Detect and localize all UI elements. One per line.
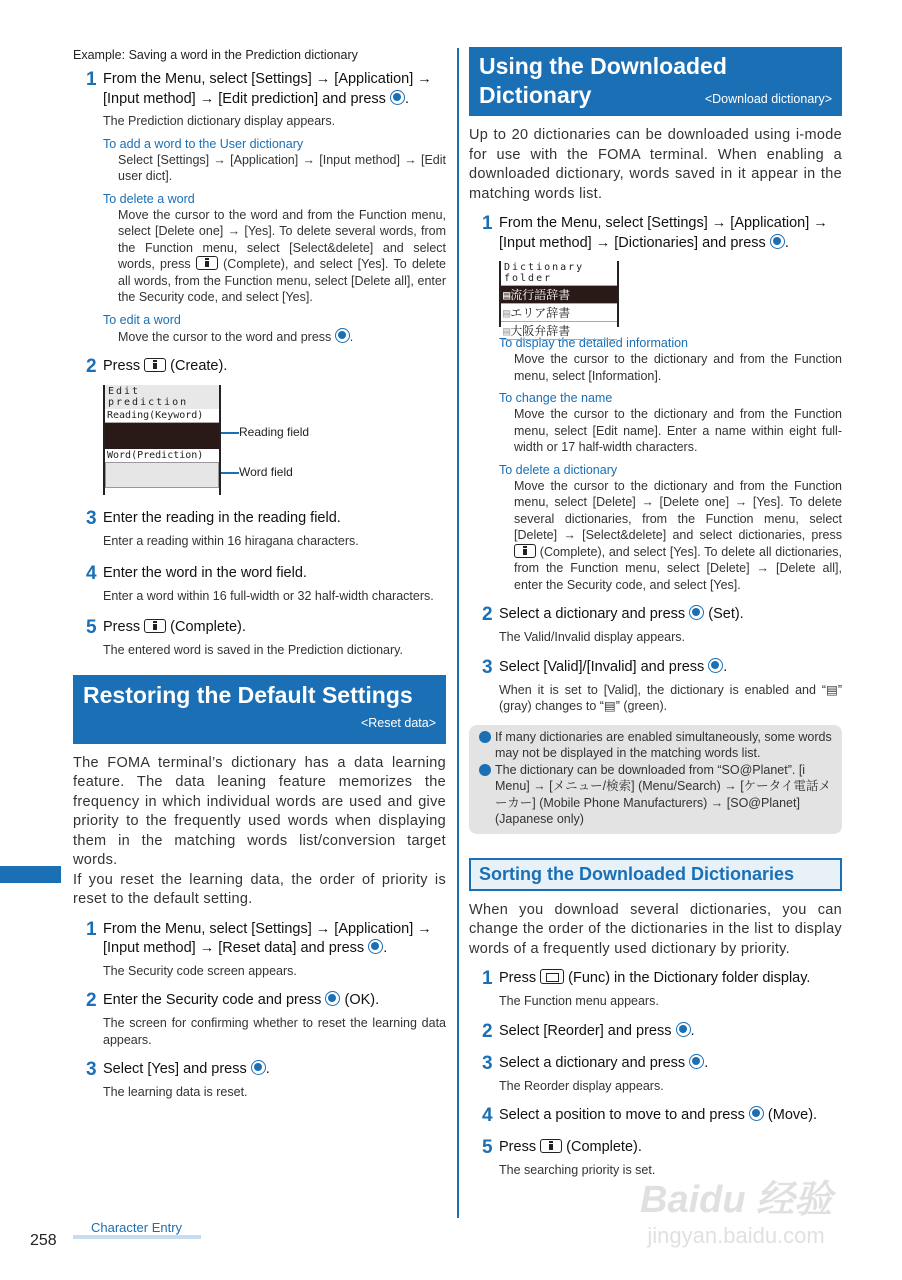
dictionary-folder-screen <box>499 261 619 338</box>
tip-heading: To delete a word <box>103 191 195 206</box>
step-text-body: Press <box>499 1139 537 1155</box>
step-number: 5 <box>482 1137 493 1158</box>
tip-body: Select [Settings] → [Application] → [Input method] → [Edit user dict]. <box>118 152 446 183</box>
step-number: 1 <box>482 213 493 234</box>
step-text-body: Press <box>499 970 537 986</box>
chapter-side-tab <box>0 866 61 883</box>
sort-step-3 <box>469 1054 842 1074</box>
step-text-body: From the Menu, select [Settings] → [Application] → [Input method] → [Reset data] and press <box>103 920 432 956</box>
mail-key-icon <box>540 969 564 984</box>
step-text <box>499 1022 695 1042</box>
center-key-icon <box>689 605 704 620</box>
bullet-icon <box>479 764 491 776</box>
tip-heading: To edit a word <box>103 312 181 327</box>
watermark-logo: Baidu 经验 <box>640 1179 833 1221</box>
note-text: If many dictionaries are enabled simultaneously, some words may not be displayed in the matching words list. <box>495 729 832 760</box>
step-2 <box>469 605 842 625</box>
step-text-end: (OK). <box>344 992 380 1008</box>
step-text-body: Press <box>103 358 141 374</box>
reset-step-1 <box>73 920 446 959</box>
step-text-end: (Create). <box>170 358 228 374</box>
step-1 <box>469 214 842 253</box>
callout-text: Word field <box>239 465 293 479</box>
screen-title: Edit prediction <box>105 385 219 409</box>
tip-heading: To delete a dictionary <box>499 462 618 477</box>
step-text <box>103 70 446 109</box>
sort-step-1 <box>469 969 842 989</box>
step-result: The Security code screen appears. <box>103 963 297 978</box>
intro-paragraph: If you reset the learning data, the order of priority is reset to the default setting. <box>73 871 446 907</box>
step-result: Enter a reading within 16 hiragana characters. <box>103 534 359 548</box>
step-text <box>103 1060 270 1080</box>
step-text-end: (Set). <box>708 606 744 622</box>
step-text-end: . <box>784 234 789 251</box>
intro-paragraph: When you download several dictionaries, you can change the order of the dictionaries in the list to display words of a frequently used dictionary by priority. <box>469 901 842 957</box>
step-text <box>103 357 227 377</box>
step-number: 2 <box>86 990 97 1011</box>
dictionary-name: エリア辞書 <box>510 306 571 320</box>
tip-text: . <box>349 329 354 344</box>
step-text: Enter the reading in the reading field. <box>103 510 341 526</box>
left-column <box>73 46 446 1101</box>
sort-step-5 <box>469 1138 842 1158</box>
tip-heading: To display the detailed information <box>499 336 689 350</box>
step-text <box>499 1138 642 1158</box>
center-key-icon <box>325 991 340 1006</box>
step-text-body: Select [Yes] and press <box>103 1061 247 1077</box>
sort-step-2 <box>469 1022 842 1042</box>
step-result: When it is set to [Valid], the dictionary is enabled and “▤” (gray) changes to “▤” (green). <box>499 682 842 713</box>
center-key-icon <box>749 1106 764 1121</box>
step-text-end: . <box>404 90 409 107</box>
tip-body <box>118 328 446 346</box>
sort-step-4 <box>469 1106 842 1126</box>
step-text-end: (Func) in the Dictionary folder display. <box>568 970 811 986</box>
step-4 <box>73 564 446 584</box>
step-result: The Valid/Invalid display appears. <box>499 630 685 644</box>
tip-body: Move the cursor to the dictionary and from the Function menu, select [Information]. <box>514 352 842 383</box>
step-text <box>499 969 810 989</box>
chapter-footer <box>73 1220 201 1239</box>
step-result: The screen for confirming whether to reset the learning data appears. <box>103 1016 446 1047</box>
center-key-icon <box>251 1060 266 1075</box>
tip-text: Move the cursor to the word and press <box>118 329 332 344</box>
step-text-end: (Complete). <box>170 619 246 635</box>
i-key-icon <box>144 619 166 633</box>
step-text <box>499 605 744 625</box>
step-text-end: . <box>690 1022 695 1039</box>
i-key-icon <box>540 1139 562 1153</box>
section-keyword: <Download dictionary> <box>704 92 832 106</box>
step-number: 3 <box>482 656 493 678</box>
step-result: Enter a word within 16 full-width or 32 half-width characters. <box>103 588 434 603</box>
word-callout <box>221 465 293 479</box>
example-caption: Example: Saving a word in the Prediction dictionary <box>73 48 358 62</box>
step-text-body: From the Menu, select [Settings] → [Application] → [Input method] → [Edit prediction] and press <box>103 71 432 107</box>
step-text-end: (Move). <box>767 1107 818 1123</box>
step-text <box>499 1106 817 1126</box>
watermark-url: jingyan.baidu.com <box>647 1223 825 1248</box>
step-text-end: . <box>723 658 728 675</box>
step-result: The entered word is saved in the Prediction dictionary. <box>103 643 403 657</box>
tip-body: Move the cursor to the dictionary and from the Function menu, select [Edit name]. Enter a name within eight full-width or 17 half-width characters. <box>514 407 842 454</box>
reset-step-3 <box>73 1060 446 1080</box>
step-text-end: . <box>383 940 388 956</box>
dictionary-item: ▤エリア辞書 <box>501 304 617 322</box>
center-key-icon <box>689 1054 704 1069</box>
dictionary-item: ▤大阪弁辞書 <box>501 322 617 340</box>
section-keyword: <Reset data> <box>360 715 436 730</box>
step-number: 4 <box>86 562 97 584</box>
step-result: The Function menu appears. <box>499 994 659 1008</box>
notes-box <box>469 725 842 834</box>
edit-prediction-screen <box>103 385 310 495</box>
step-number: 3 <box>86 508 97 529</box>
step-text-end: . <box>704 1054 709 1071</box>
note-text: The dictionary can be downloaded from “SO@Planet”. [i Menu] → [メニュー/検索] (Menu/Search) → [ケータイ電話メーカー] (Mobile Phone Manufacturers) → [SO@Planet] (Japanese only) <box>495 762 831 826</box>
center-key-icon <box>335 328 350 343</box>
i-key-icon <box>144 358 166 372</box>
center-key-icon <box>676 1022 691 1037</box>
intro-paragraph: Up to 20 dictionaries can be downloaded using i-mode for use with the FOMA terminal. When enabling a downloaded dictionary, words saved in it appear in the matching words list. <box>469 127 842 202</box>
step-number: 1 <box>482 968 493 989</box>
tip-text: Move the cursor to the word and from the Function menu, select [Delete one] → [Yes]. To delete several words, from the Function menu, select [Select&delete] and select words, press <box>118 207 446 271</box>
tip-text: Move the cursor to the dictionary and from the Function menu, select [Delete] → [Delete one] → [Yes]. To delete several dictionaries, from the Function menu, select [Delete] → [Select&delete] and select dictionaries, press <box>514 478 842 542</box>
reading-label: Reading(Keyword) <box>105 409 219 423</box>
tip-text: (Complete), and select [Yes]. To delete all words, from the Function menu, select [Delete all], enter the Security code, and select [Yes]. <box>118 257 447 304</box>
step-text-body: Select [Reorder] and press <box>499 1022 672 1039</box>
i-key-icon <box>196 256 218 270</box>
right-column <box>469 46 842 1179</box>
center-key-icon <box>368 939 383 954</box>
step-number: 2 <box>482 1020 493 1042</box>
step-text <box>499 1054 708 1074</box>
column-divider <box>457 48 459 1218</box>
step-number: 1 <box>86 918 97 940</box>
step-number: 5 <box>86 617 97 638</box>
step-number: 2 <box>482 604 493 625</box>
step-text-body: Select a position to move to and press <box>499 1107 745 1123</box>
note-item <box>479 762 832 828</box>
screen-title: Dictionary folder <box>501 261 617 286</box>
dictionary-name: 流行語辞書 <box>510 288 571 302</box>
chapter-name: Character Entry <box>91 1220 183 1235</box>
tip-body <box>514 478 842 594</box>
word-label: Word(Prediction) <box>107 450 204 461</box>
subsection-header-sorting: Sorting the Downloaded Dictionaries <box>469 858 842 891</box>
word-field <box>105 462 219 488</box>
note-item <box>479 729 832 762</box>
step-text <box>103 920 446 959</box>
step-text: Enter the word in the word field. <box>103 564 307 581</box>
step-5 <box>73 618 446 638</box>
bullet-icon <box>479 731 491 743</box>
watermark <box>640 1168 832 1249</box>
section-title: Using the Downloaded Dictionary <box>479 53 727 108</box>
center-key-icon <box>390 90 405 105</box>
center-key-icon <box>708 658 723 673</box>
step-result: The Reorder display appears. <box>499 1078 664 1093</box>
step-text-body: Select a dictionary and press <box>499 1054 686 1071</box>
intro-paragraph: The FOMA terminal’s dictionary has a data learning feature. The data leaning feature memorizes the frequency in which individual words are used and give priority to the frequently used words when displaying them in the matching words list/conversion target words. <box>73 754 446 868</box>
step-result: The learning data is reset. <box>103 1085 248 1099</box>
step-3 <box>73 509 446 529</box>
step-result: The searching priority is set. <box>499 1163 656 1177</box>
dictionary-name: 大阪弁辞書 <box>510 324 571 338</box>
step-number: 3 <box>482 1052 493 1074</box>
step-text-end: . <box>265 1061 270 1077</box>
page-number: 258 <box>30 1232 57 1249</box>
step-number: 1 <box>86 69 97 90</box>
step-result: The Prediction dictionary display appears. <box>103 114 336 128</box>
step-1 <box>73 70 446 109</box>
center-key-icon <box>770 234 785 249</box>
step-text-end: (Complete). <box>566 1139 642 1155</box>
i-key-icon <box>514 544 536 558</box>
step-3 <box>469 658 842 678</box>
section-header-reset <box>73 675 446 744</box>
step-text-body: Select a dictionary and press <box>499 606 686 622</box>
step-text <box>103 991 379 1011</box>
reading-field <box>105 423 219 449</box>
step-text <box>499 658 727 678</box>
step-text-body: From the Menu, select [Settings] → [Application] → [Input method] → [Dictionaries] and press <box>499 215 828 251</box>
step-number: 2 <box>86 356 97 377</box>
step-text <box>499 214 842 253</box>
reset-step-2 <box>73 991 446 1011</box>
step-text-body: Select [Valid]/[Invalid] and press <box>499 658 705 675</box>
tip-body <box>118 207 446 306</box>
step-text-body: Enter the Security code and press <box>103 992 322 1008</box>
tip-heading: To change the name <box>499 391 613 405</box>
tip-heading: To add a word to the User dictionary <box>103 136 304 151</box>
step-text-body: Press <box>103 619 141 635</box>
dictionary-item-selected: ▤流行語辞書 <box>501 286 617 304</box>
step-number: 3 <box>86 1059 97 1080</box>
step-2 <box>73 357 446 377</box>
section-header-download <box>469 47 842 116</box>
reading-callout <box>221 425 309 439</box>
section-title: Restoring the Default Settings <box>83 681 413 708</box>
step-number: 4 <box>482 1105 493 1126</box>
callout-text: Reading field <box>239 425 310 439</box>
tip-text: (Complete), and select [Yes]. To delete all dictionaries, from the Function menu, select [Delete] → [Delete all], enter the Security code, and select [Yes]. <box>514 544 842 592</box>
step-text <box>103 618 246 638</box>
